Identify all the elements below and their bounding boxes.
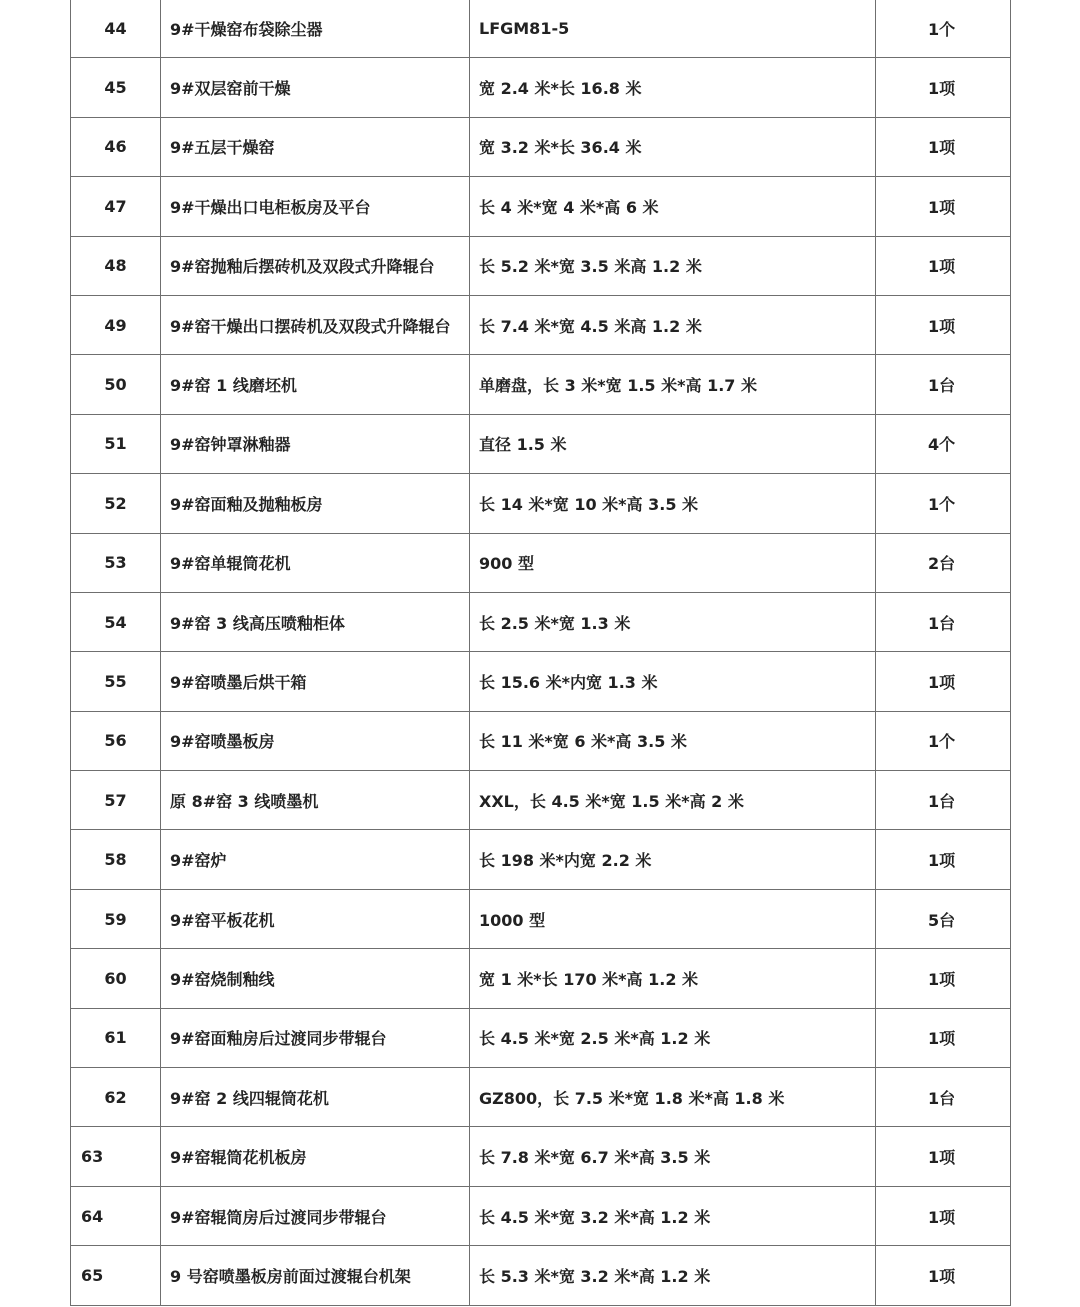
row-number: 46 <box>71 117 161 176</box>
equipment-quantity: 1项 <box>876 177 1011 236</box>
table-row <box>71 592 1011 651</box>
equipment-quantity: 1项 <box>876 1246 1011 1305</box>
equipment-name: 9#窑烧制釉线 <box>161 949 470 1008</box>
equipment-name: 9#窑喷墨板房 <box>161 711 470 770</box>
equipment-spec: 900 型 <box>470 533 876 592</box>
table-row <box>71 1068 1011 1127</box>
equipment-spec: 长 15.6 米*内宽 1.3 米 <box>470 652 876 711</box>
equipment-table <box>70 0 1011 1306</box>
equipment-name: 9#窑炉 <box>161 830 470 889</box>
equipment-spec: 宽 3.2 米*长 36.4 米 <box>470 117 876 176</box>
equipment-quantity: 1项 <box>876 58 1011 117</box>
equipment-spec: 长 7.8 米*宽 6.7 米*高 3.5 米 <box>470 1127 876 1186</box>
row-number: 50 <box>71 355 161 414</box>
equipment-spec: 长 5.3 米*宽 3.2 米*高 1.2 米 <box>470 1246 876 1305</box>
table-row <box>71 117 1011 176</box>
equipment-quantity: 1个 <box>876 474 1011 533</box>
equipment-spec: 长 4.5 米*宽 2.5 米*高 1.2 米 <box>470 1008 876 1067</box>
row-number: 64 <box>71 1186 161 1245</box>
table-row <box>71 414 1011 473</box>
equipment-quantity: 1台 <box>876 1068 1011 1127</box>
equipment-quantity: 4个 <box>876 414 1011 473</box>
table-row <box>71 533 1011 592</box>
equipment-name: 9#双层窑前干燥 <box>161 58 470 117</box>
equipment-quantity: 1项 <box>876 1186 1011 1245</box>
equipment-name: 9#窑钟罩淋釉器 <box>161 414 470 473</box>
row-number: 54 <box>71 592 161 651</box>
table-row <box>71 1008 1011 1067</box>
equipment-quantity: 1项 <box>876 236 1011 295</box>
equipment-spec: 长 5.2 米*宽 3.5 米高 1.2 米 <box>470 236 876 295</box>
equipment-spec: 长 2.5 米*宽 1.3 米 <box>470 592 876 651</box>
equipment-name: 9#干燥窑布袋除尘器 <box>161 0 470 58</box>
equipment-spec: 长 4.5 米*宽 3.2 米*高 1.2 米 <box>470 1186 876 1245</box>
table-row <box>71 1246 1011 1305</box>
equipment-name: 9#窑干燥出口摆砖机及双段式升降辊台 <box>161 295 470 354</box>
row-number: 55 <box>71 652 161 711</box>
equipment-spec: 长 4 米*宽 4 米*高 6 米 <box>470 177 876 236</box>
equipment-spec: 单磨盘，长 3 米*宽 1.5 米*高 1.7 米 <box>470 355 876 414</box>
row-number: 52 <box>71 474 161 533</box>
equipment-name: 9#窑辊筒房后过渡同步带辊台 <box>161 1186 470 1245</box>
row-number: 47 <box>71 177 161 236</box>
equipment-spec: 长 11 米*宽 6 米*高 3.5 米 <box>470 711 876 770</box>
equipment-name: 9#窑面釉及抛釉板房 <box>161 474 470 533</box>
equipment-spec: 宽 2.4 米*长 16.8 米 <box>470 58 876 117</box>
equipment-name: 9#窑喷墨后烘干箱 <box>161 652 470 711</box>
equipment-name: 9#窑辊筒花机板房 <box>161 1127 470 1186</box>
row-number: 45 <box>71 58 161 117</box>
equipment-quantity: 5台 <box>876 889 1011 948</box>
row-number: 62 <box>71 1068 161 1127</box>
row-number: 51 <box>71 414 161 473</box>
table-row <box>71 652 1011 711</box>
equipment-quantity: 1项 <box>876 295 1011 354</box>
equipment-quantity: 1项 <box>876 1127 1011 1186</box>
equipment-quantity: 1个 <box>876 711 1011 770</box>
equipment-quantity: 1项 <box>876 1008 1011 1067</box>
equipment-name: 9#窑 1 线磨坯机 <box>161 355 470 414</box>
row-number: 53 <box>71 533 161 592</box>
row-number: 49 <box>71 295 161 354</box>
table-row <box>71 949 1011 1008</box>
table-row <box>71 58 1011 117</box>
row-number: 59 <box>71 889 161 948</box>
equipment-spec: LFGM81-5 <box>470 0 876 58</box>
row-number: 58 <box>71 830 161 889</box>
equipment-name: 9#窑抛釉后摆砖机及双段式升降辊台 <box>161 236 470 295</box>
table-row <box>71 711 1011 770</box>
table-row <box>71 830 1011 889</box>
equipment-name: 原 8#窑 3 线喷墨机 <box>161 771 470 830</box>
equipment-name: 9 号窑喷墨板房前面过渡辊台机架 <box>161 1246 470 1305</box>
row-number: 48 <box>71 236 161 295</box>
row-number: 57 <box>71 771 161 830</box>
table-row <box>71 0 1011 58</box>
equipment-quantity: 1台 <box>876 355 1011 414</box>
equipment-name: 9#干燥出口电柜板房及平台 <box>161 177 470 236</box>
equipment-name: 9#窑面釉房后过渡同步带辊台 <box>161 1008 470 1067</box>
equipment-quantity: 1项 <box>876 949 1011 1008</box>
equipment-quantity: 1项 <box>876 652 1011 711</box>
equipment-name: 9#窑 3 线高压喷釉柜体 <box>161 592 470 651</box>
equipment-quantity: 1个 <box>876 0 1011 58</box>
equipment-spec: XXL，长 4.5 米*宽 1.5 米*高 2 米 <box>470 771 876 830</box>
equipment-name: 9#窑 2 线四辊筒花机 <box>161 1068 470 1127</box>
equipment-spec: GZ800，长 7.5 米*宽 1.8 米*高 1.8 米 <box>470 1068 876 1127</box>
equipment-quantity: 1项 <box>876 830 1011 889</box>
row-number: 56 <box>71 711 161 770</box>
table-row <box>71 1127 1011 1186</box>
table-row <box>71 295 1011 354</box>
row-number: 65 <box>71 1246 161 1305</box>
table-row <box>71 1186 1011 1245</box>
equipment-spec: 长 198 米*内宽 2.2 米 <box>470 830 876 889</box>
equipment-table-container <box>70 0 1010 1306</box>
equipment-spec: 长 14 米*宽 10 米*高 3.5 米 <box>470 474 876 533</box>
equipment-quantity: 1台 <box>876 771 1011 830</box>
row-number: 44 <box>71 0 161 58</box>
table-row <box>71 889 1011 948</box>
equipment-quantity: 1项 <box>876 117 1011 176</box>
table-row <box>71 771 1011 830</box>
equipment-quantity: 2台 <box>876 533 1011 592</box>
table-row <box>71 355 1011 414</box>
table-row <box>71 474 1011 533</box>
row-number: 60 <box>71 949 161 1008</box>
equipment-table-body <box>71 0 1011 1305</box>
table-row <box>71 177 1011 236</box>
equipment-name: 9#窑单辊筒花机 <box>161 533 470 592</box>
row-number: 63 <box>71 1127 161 1186</box>
equipment-spec: 1000 型 <box>470 889 876 948</box>
row-number: 61 <box>71 1008 161 1067</box>
table-row <box>71 236 1011 295</box>
equipment-spec: 宽 1 米*长 170 米*高 1.2 米 <box>470 949 876 1008</box>
equipment-spec: 直径 1.5 米 <box>470 414 876 473</box>
equipment-quantity: 1台 <box>876 592 1011 651</box>
equipment-spec: 长 7.4 米*宽 4.5 米高 1.2 米 <box>470 295 876 354</box>
equipment-name: 9#五层干燥窑 <box>161 117 470 176</box>
equipment-name: 9#窑平板花机 <box>161 889 470 948</box>
